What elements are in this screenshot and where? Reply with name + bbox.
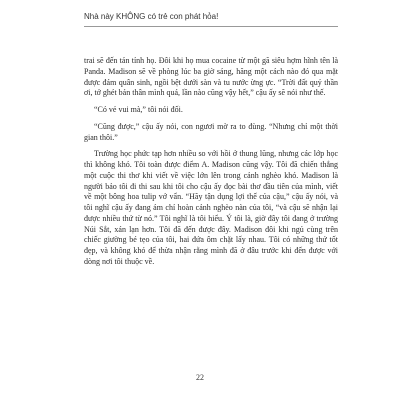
paragraph-3: “Cũng được,” cậu ấy nói, con ngươi mờ ra to đùng. “Nhưng chỉ một thời gian thôi.”	[84, 121, 338, 142]
paragraph-1: trai sẽ đến tán tỉnh họ. Đôi khi họ mua cocaine từ một gã siêu hợm hĩnh tên là Panda. Madison sẽ về phòng lúc ba giờ sáng, hăng một cách nào đó qua mặt được đám quân sinh, ngồi bệt dưới sàn và tu nước ừng ực. “Trời đất quỷ thần ơi, tớ ghét bản thân mình quá, lần nào cũng vậy hết,” cậu ấy sẽ nói như thế.	[84, 56, 338, 98]
paragraph-4: Trường học phức tạp hơn nhiều so với hồi ở thung lũng, nhưng các lớp học thì không khó. Tôi toàn được điểm A. Madison cũng vậy. Tôi đã chiến thắng một cuộc thi thơ khi viết về việc lớn lên trong cảnh nghèo khó. Madison là người bảo tôi đi thi sau khi tôi cho cậu ấy đọc bài thơ đầu tiên của mình, viết về một bông hoa tulip vớ vẩn. “Hãy tận dụng lợi thế của cậu,” cậu ấy nói, và tôi nghĩ cậu ấy đang ám chỉ hoàn cảnh nghèo nàn của tôi, “và cậu sẽ nhận lại được nhiều thứ từ nó.” Tôi nghĩ là tôi hiểu. Ý tôi là, giờ đây tôi đang ở trường Núi Sắt, xán lạn hơn. Tôi đã đến được đây. Madison đôi khi ngủ cùng trên chiếc giường bé tẹo của tôi, hai đứa ôm chặt lấy nhau. Tôi có những thứ tốt đẹp, và không khó để thừa nhận rằng mình đã ở đâu trước khi đến được với dòng nơi tôi thuộc về.	[84, 149, 338, 266]
header-rule	[84, 26, 338, 27]
running-header-title: Nhà này KHÔNG có trẻ con phát hỏa!	[84, 12, 219, 21]
running-header	[0, 11, 400, 27]
page-number: 22	[196, 373, 204, 382]
body-text	[84, 56, 338, 274]
paragraph-2: “Có vẻ vui mà,” tôi nói đối.	[94, 105, 183, 114]
